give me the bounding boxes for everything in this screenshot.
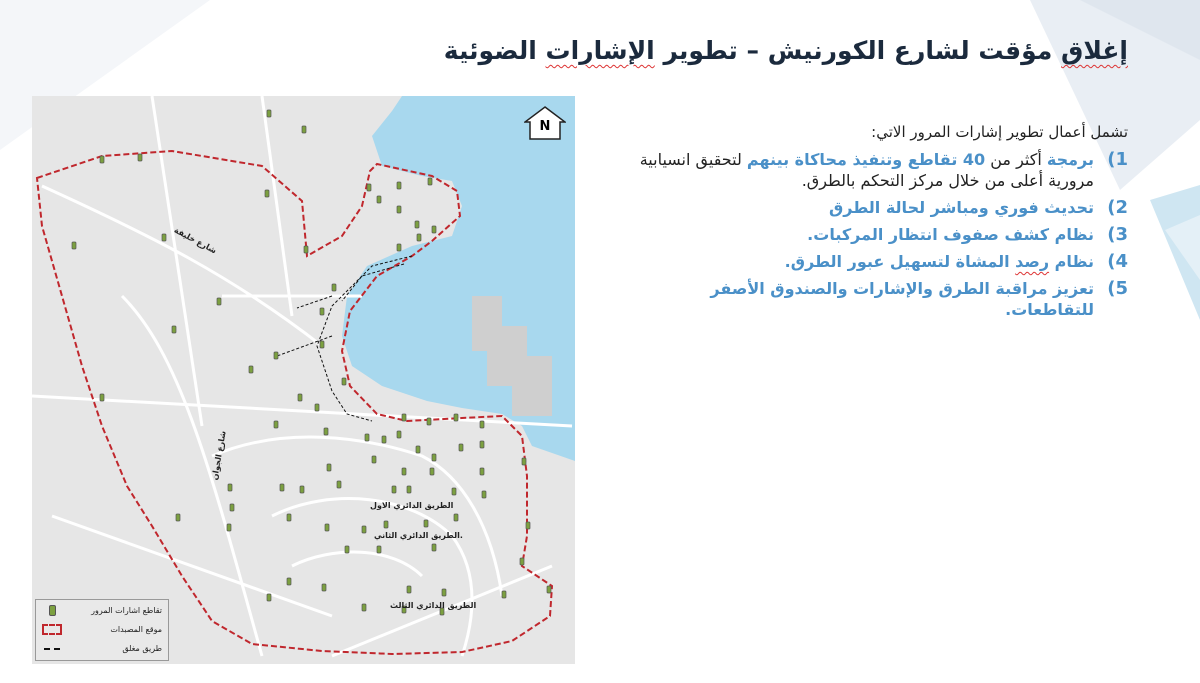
north-arrow bbox=[524, 106, 566, 140]
title-part1: إغلاق bbox=[1061, 36, 1128, 65]
legend-closed-label: طريق مغلق bbox=[122, 644, 162, 653]
item-number: 1) bbox=[1107, 149, 1128, 170]
title-part3: الإشارات bbox=[545, 36, 655, 65]
item-text: تعزيز مراقبة الطرق والإشارات والصندوق الأصفر للتقاطعات. bbox=[710, 279, 1094, 319]
item-text bbox=[620, 149, 1094, 191]
item-text bbox=[785, 251, 1094, 272]
title-part2: مؤقت لشارع الكورنيش – تطوير bbox=[654, 36, 1062, 65]
item-text: نظام كشف صفوف انتظار المركبات. bbox=[807, 225, 1094, 244]
item-text: تحديث فوري ومباشر لحالة الطرق bbox=[828, 198, 1094, 217]
item-number: 5) bbox=[1107, 278, 1128, 299]
list-item-5 bbox=[620, 278, 1128, 320]
content-list bbox=[620, 123, 1128, 326]
list-item-1 bbox=[620, 149, 1128, 191]
north-label: N bbox=[539, 119, 551, 134]
label-ring-road-2: .الطريق الدائري الثاني bbox=[374, 531, 463, 540]
traffic-signal-icon bbox=[42, 606, 62, 616]
item-number: 2) bbox=[1107, 197, 1128, 218]
list-item-3 bbox=[620, 224, 1128, 245]
legend-row-site bbox=[36, 621, 168, 638]
legend-row-signals bbox=[36, 602, 168, 619]
item1-plain-b: لتحقيق انسيابية مرورية أعلى من خلال مركز التحكم بالطرق. bbox=[639, 150, 1094, 190]
list-item-4 bbox=[620, 251, 1128, 272]
list-item-2 bbox=[620, 197, 1128, 218]
map-drawing bbox=[32, 96, 575, 664]
item1-plain-a: أكثر من bbox=[985, 150, 1047, 169]
page-title bbox=[228, 36, 1128, 65]
item-number: 4) bbox=[1107, 251, 1128, 272]
legend-row-closed bbox=[36, 640, 168, 657]
intro-text: تشمل أعمال تطوير إشارات المرور الاتي: bbox=[871, 123, 1128, 141]
title-part4: الضوئية bbox=[443, 36, 546, 65]
item1-bold-b: 40 تقاطع وتنفيذ محاكاة بينهم bbox=[746, 150, 986, 169]
item4-text-b: المشاة لتسهيل عبور الطرق. bbox=[784, 252, 1016, 271]
site-boundary-icon bbox=[42, 625, 62, 635]
closed-road-icon bbox=[42, 644, 62, 654]
legend-signals-label: تقاطع اشارات المرور bbox=[91, 606, 162, 615]
item4-text-wavy: رصد bbox=[1015, 252, 1050, 271]
label-ring-road-1: الطريق الدائري الاول bbox=[370, 501, 454, 510]
map-legend bbox=[35, 599, 169, 661]
item4-text-a: نظام bbox=[1049, 252, 1094, 271]
label-ring-road-3: الطريق الدائري الثالث bbox=[390, 601, 477, 610]
label-jawaan-street: شارع الجوان bbox=[210, 430, 228, 481]
item1-bold-a: برمجة bbox=[1046, 150, 1094, 169]
traffic-map bbox=[32, 96, 575, 664]
item-number: 3) bbox=[1107, 224, 1128, 245]
label-khalifa-street: شارع خليفة bbox=[172, 225, 219, 256]
legend-site-label: موقع المصبدات bbox=[110, 625, 162, 634]
